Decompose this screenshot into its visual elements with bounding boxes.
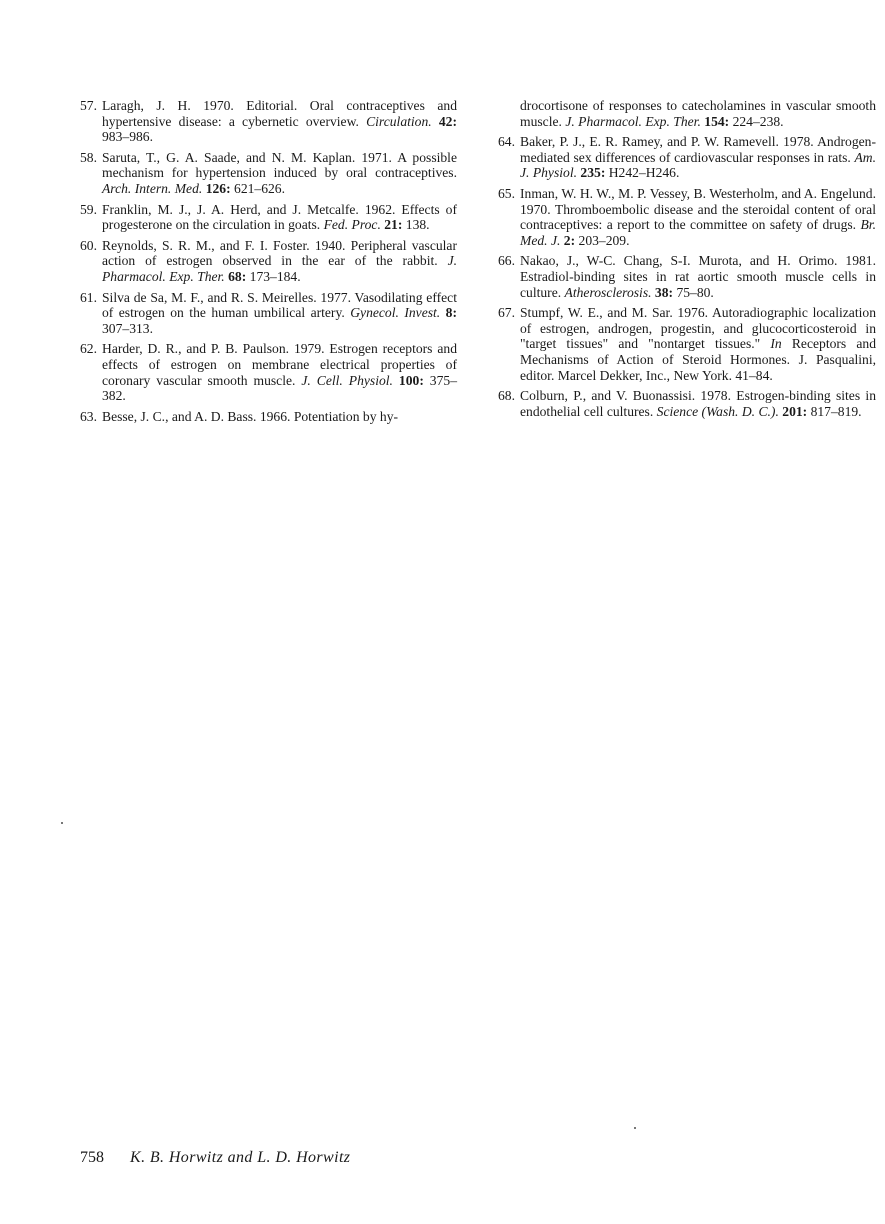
reference-text: Nakao, J., W-C. Chang, S-I. Murota, and H. Orimo. 1981. Estradiol-binding sites in rat aortic smooth muscle cells in culture. <box>520 253 876 300</box>
volume: 126: <box>205 180 231 196</box>
journal-title: J. Cell. Physiol. <box>301 372 393 388</box>
reference-text: Harder, D. R., and P. B. Paulson. 1979. Estrogen receptors and effects of estrogen on membrane electrical properties of coronary vascular smooth muscle. <box>102 341 457 388</box>
reference-number: 59. <box>80 201 97 217</box>
pages: 173–184. <box>246 268 301 284</box>
reference-63-continuation <box>498 98 876 129</box>
journal-title: Circulation. <box>366 113 432 129</box>
reference-61 <box>80 290 457 337</box>
page-number: 758 <box>80 1149 104 1166</box>
pages: 375–382. <box>102 372 457 404</box>
pages: 203–209. <box>575 232 630 248</box>
scan-speck <box>61 822 63 824</box>
reference-63 <box>80 409 457 425</box>
reference-column-right <box>498 98 876 424</box>
reference-text: drocortisone of responses to catecholamines in vascular smooth muscle. <box>520 98 876 129</box>
volume: 21: <box>384 217 403 233</box>
reference-number: 64. <box>498 134 515 150</box>
volume: 38: <box>654 284 674 300</box>
reference-text: Reynolds, S. R. M., and F. I. Foster. 1940. Peripheral vascular action of estrogen observed in the ear of the rabbit. <box>102 237 457 269</box>
reference-number: 60. <box>80 237 97 253</box>
reference-text: Baker, P. J., E. R. Ramey, and P. W. Ramevell. 1978. Androgen-mediated sex differences of cardiovascular responses in rats. <box>520 134 876 165</box>
volume: 100: <box>398 372 424 388</box>
reference-66 <box>498 253 876 300</box>
reference-number: 66. <box>498 253 515 269</box>
volume: 8: <box>445 305 457 321</box>
volume: 201: <box>782 403 808 419</box>
journal-title: Arch. Intern. Med. <box>102 180 203 196</box>
reference-60 <box>80 238 457 285</box>
reference-number: 62. <box>80 341 97 357</box>
pages: 75–80. <box>673 284 714 300</box>
reference-text: Stumpf, W. E., and M. Sar. 1976. Autoradiographic localization of estrogen, androgen, progestin, and glucocorticosteroid in "target tissues" and "nontarget tissues." <box>520 305 876 352</box>
volume: 154: <box>704 113 730 129</box>
reference-text: Saruta, T., G. A. Saade, and N. M. Kaplan. 1971. A possible mechanism for hypertension induced by oral contraceptives. <box>102 149 457 181</box>
reference-68 <box>498 388 876 419</box>
reference-text: Besse, J. C., and A. D. Bass. 1966. Potentiation by hy- <box>102 408 399 424</box>
reference-67 <box>498 305 876 383</box>
reference-text: Inman, W. H. W., M. P. Vessey, B. Westerholm, and A. Engelund. 1970. Thromboembolic disease and the steroidal content of oral contraceptives: a report to the committee on safety of drugs. <box>520 185 876 233</box>
journal-title: Atherosclerosis. <box>564 284 652 300</box>
page-footer <box>80 1149 350 1167</box>
reference-62 <box>80 341 457 403</box>
reference-number: 63. <box>80 408 97 424</box>
reference-number: 58. <box>80 149 97 165</box>
in-marker: In <box>770 336 782 352</box>
journal-title: Gynecol. Invest. <box>350 305 441 321</box>
reference-column-left <box>80 98 457 429</box>
journal-title: Fed. Proc. <box>323 217 381 233</box>
reference-number: 67. <box>498 305 515 321</box>
reference-number: 68. <box>498 388 515 404</box>
reference-59 <box>80 202 457 233</box>
journal-title: Am. J. Physiol. <box>520 149 876 181</box>
reference-65 <box>498 186 876 248</box>
reference-text-tail: Receptors and Mechanisms of Action of Steroid Hormones. J. Pasqualini, editor. Marcel Dekker, Inc., New York. 41–84. <box>520 336 877 383</box>
pages: 138. <box>402 217 430 233</box>
reference-64 <box>498 134 876 181</box>
running-authors: K. B. Horwitz and L. D. Horwitz <box>130 1149 351 1166</box>
pages: 307–313. <box>102 320 153 336</box>
reference-58 <box>80 150 457 197</box>
journal-title: Br. Med. J. <box>520 217 876 248</box>
journal-title: J. Pharmacol. Exp. Ther. <box>565 113 701 129</box>
reference-number: 57. <box>80 98 97 113</box>
journal-title: J. Pharmacol. Exp. Ther. <box>102 253 457 284</box>
reference-57 <box>80 98 457 145</box>
reference-text: Silva de Sa, M. F., and R. S. Meirelles. 1977. Vasodilating effect of estrogen on the human umbilical artery. <box>102 289 457 321</box>
reference-number: 65. <box>498 185 515 201</box>
volume: 42: <box>438 113 457 129</box>
reference-text: Colburn, P., and V. Buonassisi. 1978. Estrogen-binding sites in endothelial cell cultures. <box>520 388 876 419</box>
reference-number: 61. <box>80 289 97 305</box>
volume: 235: <box>580 165 606 181</box>
reference-text: Franklin, M. J., J. A. Herd, and J. Metcalfe. 1962. Effects of progesterone on the circulation in goats. <box>102 201 457 233</box>
pages: H242–H246. <box>605 165 680 181</box>
reference-text: Laragh, J. H. 1970. Editorial. Oral contraceptives and hypertensive disease: a cybernetic overview. <box>102 98 457 129</box>
pages: 224–238. <box>729 113 784 129</box>
journal-title: Science (Wash. D. C.). <box>656 403 779 419</box>
pages: 817–819. <box>807 403 862 419</box>
volume: 68: <box>228 268 247 284</box>
pages: 983–986. <box>102 129 153 145</box>
pages: 621–626. <box>230 180 285 196</box>
volume: 2: <box>563 232 576 248</box>
scan-speck <box>634 1127 636 1129</box>
